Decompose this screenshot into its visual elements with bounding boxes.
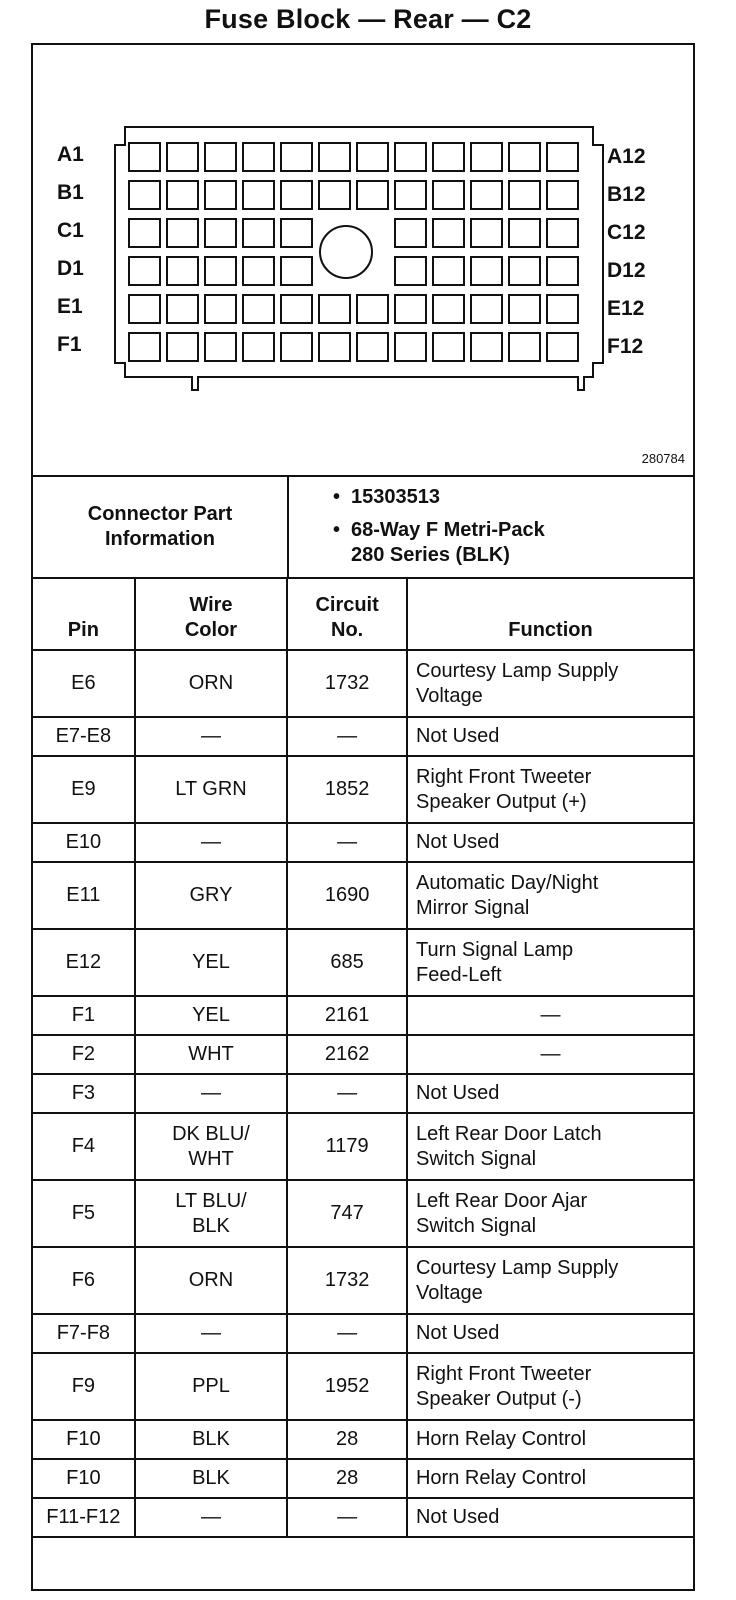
circuit-cell: —	[287, 1074, 407, 1113]
cavity	[433, 257, 464, 285]
cavity	[205, 257, 236, 285]
circuit-cell: 28	[287, 1459, 407, 1498]
cavity	[433, 219, 464, 247]
center-bolt-hole	[320, 226, 372, 278]
cavity	[205, 295, 236, 323]
cavity	[129, 143, 160, 171]
row-label-right: D12	[607, 259, 646, 282]
connector-description	[329, 518, 545, 568]
function-cell: Courtesy Lamp Supply Voltage	[407, 650, 694, 717]
table-row	[32, 1498, 694, 1537]
header-pin: Pin	[32, 578, 135, 650]
cavity	[471, 295, 502, 323]
cavity	[243, 219, 274, 247]
cavity	[167, 295, 198, 323]
heading-line-2: Information	[105, 528, 215, 550]
cavity-grid	[129, 143, 578, 361]
row-label-left: A1	[57, 143, 84, 166]
function-cell: Turn Signal Lamp Feed-Left	[407, 929, 694, 996]
wire-color-cell: —	[135, 1498, 288, 1537]
cavity	[509, 219, 540, 247]
pin-table	[31, 577, 695, 1538]
figure-number: 280784	[641, 451, 685, 466]
wire-color-cell: BLK	[135, 1459, 288, 1498]
pin-cell: F9	[32, 1353, 135, 1420]
circuit-cell: —	[287, 1314, 407, 1353]
pin-cell: E9	[32, 756, 135, 823]
cavity	[205, 143, 236, 171]
function-cell: Right Front Tweeter Speaker Output (-)	[407, 1353, 694, 1420]
function-cell: Left Rear Door Ajar Switch Signal	[407, 1180, 694, 1247]
row-label-right: A12	[607, 145, 646, 168]
table-row	[32, 1420, 694, 1459]
cavity	[547, 219, 578, 247]
cavity	[281, 181, 312, 209]
table-row	[32, 1074, 694, 1113]
header-wire-color: Wire Color	[135, 578, 288, 650]
row-label-right: C12	[607, 221, 646, 244]
document-frame	[31, 43, 695, 1591]
table-row	[32, 650, 694, 717]
circuit-cell: 28	[287, 1420, 407, 1459]
cavity	[509, 181, 540, 209]
circuit-cell: 1179	[287, 1113, 407, 1180]
connector-face-drawing	[33, 45, 693, 475]
function-cell: —	[407, 1035, 694, 1074]
circuit-cell: 2162	[287, 1035, 407, 1074]
row-label-left: B1	[57, 181, 84, 204]
pin-cell: F1	[32, 996, 135, 1035]
cavity	[129, 295, 160, 323]
connector-info-details	[329, 485, 545, 576]
cavity	[433, 181, 464, 209]
table-row	[32, 756, 694, 823]
table-row	[32, 1353, 694, 1420]
cavity	[471, 181, 502, 209]
pin-cell: E7-E8	[32, 717, 135, 756]
table-header-row	[32, 578, 694, 650]
cavity	[395, 333, 426, 361]
table-row	[32, 1113, 694, 1180]
circuit-cell: —	[287, 1498, 407, 1537]
cavity	[205, 219, 236, 247]
cavity	[319, 143, 350, 171]
table-row	[32, 1247, 694, 1314]
circuit-cell: 1732	[287, 650, 407, 717]
cavity	[509, 143, 540, 171]
cavity	[433, 295, 464, 323]
pin-rows	[32, 650, 694, 1537]
cavity	[547, 181, 578, 209]
wire-color-cell: ORN	[135, 650, 288, 717]
heading-line-1: Connector Part	[87, 503, 233, 525]
cavity	[547, 143, 578, 171]
row-label-left: C1	[57, 219, 84, 242]
cavity	[395, 219, 426, 247]
cavity	[395, 257, 426, 285]
cavity	[357, 143, 388, 171]
wire-color-cell: —	[135, 1314, 288, 1353]
cavity	[471, 257, 502, 285]
description-line-1: • 68-Way F Metri-Pack	[351, 519, 545, 541]
cavity	[357, 295, 388, 323]
pin-cell: F3	[32, 1074, 135, 1113]
part-number: • 15303513	[329, 485, 545, 510]
cavity	[357, 333, 388, 361]
connector-diagram	[33, 45, 693, 477]
function-cell: Horn Relay Control	[407, 1459, 694, 1498]
wire-color-cell: LT BLU/ BLK	[135, 1180, 288, 1247]
wire-color-cell: YEL	[135, 996, 288, 1035]
pin-cell: F4	[32, 1113, 135, 1180]
cavity	[129, 219, 160, 247]
cavity	[129, 181, 160, 209]
cavity	[547, 295, 578, 323]
cavity	[167, 143, 198, 171]
table-row	[32, 929, 694, 996]
wire-color-cell: PPL	[135, 1353, 288, 1420]
row-label-left: D1	[57, 257, 84, 280]
pin-cell: F10	[32, 1459, 135, 1498]
cavity	[167, 181, 198, 209]
circuit-cell: 747	[287, 1180, 407, 1247]
wire-color-cell: WHT	[135, 1035, 288, 1074]
cavity	[433, 143, 464, 171]
cavity	[243, 257, 274, 285]
cavity	[395, 181, 426, 209]
table-row	[32, 717, 694, 756]
row-label-right: B12	[607, 183, 646, 206]
function-cell: Not Used	[407, 717, 694, 756]
function-cell: Courtesy Lamp Supply Voltage	[407, 1247, 694, 1314]
wire-color-cell: —	[135, 717, 288, 756]
function-cell: Not Used	[407, 1314, 694, 1353]
table-row	[32, 862, 694, 929]
table-row	[32, 823, 694, 862]
cavity	[319, 333, 350, 361]
cavity	[471, 219, 502, 247]
cavity	[129, 333, 160, 361]
pin-cell: E6	[32, 650, 135, 717]
cavity	[205, 181, 236, 209]
function-cell: Left Rear Door Latch Switch Signal	[407, 1113, 694, 1180]
header-circuit-no: Circuit No.	[287, 578, 407, 650]
cavity	[547, 257, 578, 285]
pin-cell: F6	[32, 1247, 135, 1314]
cavity	[509, 295, 540, 323]
cavity	[471, 143, 502, 171]
pin-cell: F2	[32, 1035, 135, 1074]
row-label-left: F1	[57, 333, 82, 356]
cavity	[319, 181, 350, 209]
wire-color-cell: —	[135, 1074, 288, 1113]
table-row	[32, 1180, 694, 1247]
pin-cell: F10	[32, 1420, 135, 1459]
function-cell: Horn Relay Control	[407, 1420, 694, 1459]
row-label-right: E12	[607, 297, 645, 320]
row-label-left: E1	[57, 295, 83, 318]
cavity	[433, 333, 464, 361]
pin-cell: E11	[32, 862, 135, 929]
cavity	[281, 295, 312, 323]
function-cell: —	[407, 996, 694, 1035]
cavity	[509, 257, 540, 285]
cavity	[243, 143, 274, 171]
cavity	[167, 219, 198, 247]
function-cell: Automatic Day/Night Mirror Signal	[407, 862, 694, 929]
wire-color-cell: DK BLU/ WHT	[135, 1113, 288, 1180]
header-function: Function	[407, 578, 694, 650]
table-row	[32, 1314, 694, 1353]
cavity	[357, 181, 388, 209]
wire-color-cell: LT GRN	[135, 756, 288, 823]
wire-color-cell: BLK	[135, 1420, 288, 1459]
circuit-cell: —	[287, 823, 407, 862]
cavity	[281, 333, 312, 361]
table-row	[32, 996, 694, 1035]
function-cell: Not Used	[407, 1498, 694, 1537]
cavity	[509, 333, 540, 361]
page-title: Fuse Block — Rear — C2	[204, 4, 532, 34]
cavity	[167, 257, 198, 285]
cavity	[281, 219, 312, 247]
circuit-cell: 1690	[287, 862, 407, 929]
circuit-cell: 1952	[287, 1353, 407, 1420]
cavity	[395, 295, 426, 323]
cavity	[129, 257, 160, 285]
function-cell: Right Front Tweeter Speaker Output (+)	[407, 756, 694, 823]
cavity	[167, 333, 198, 361]
cavity	[281, 143, 312, 171]
cavity	[471, 333, 502, 361]
circuit-cell: —	[287, 717, 407, 756]
cavity	[319, 295, 350, 323]
wire-color-cell: GRY	[135, 862, 288, 929]
wire-color-cell: ORN	[135, 1247, 288, 1314]
pin-cell: F5	[32, 1180, 135, 1247]
cavity	[243, 295, 274, 323]
circuit-cell: 1852	[287, 756, 407, 823]
connector-part-information	[33, 477, 693, 579]
table-row	[32, 1459, 694, 1498]
cavity	[281, 257, 312, 285]
circuit-cell: 685	[287, 929, 407, 996]
circuit-cell: 2161	[287, 996, 407, 1035]
pin-cell: F7-F8	[32, 1314, 135, 1353]
cavity	[243, 181, 274, 209]
row-label-right: F12	[607, 335, 644, 358]
wire-color-cell: YEL	[135, 929, 288, 996]
pin-cell: F11-F12	[32, 1498, 135, 1537]
circuit-cell: 1732	[287, 1247, 407, 1314]
wire-color-cell: —	[135, 823, 288, 862]
cavity	[547, 333, 578, 361]
connector-info-heading	[33, 477, 289, 577]
description-line-2: 280 Series (BLK)	[351, 544, 510, 566]
cavity	[395, 143, 426, 171]
cavity	[205, 333, 236, 361]
cavity	[243, 333, 274, 361]
pin-cell: E10	[32, 823, 135, 862]
pin-cell: E12	[32, 929, 135, 996]
table-row	[32, 1035, 694, 1074]
function-cell: Not Used	[407, 1074, 694, 1113]
function-cell: Not Used	[407, 823, 694, 862]
